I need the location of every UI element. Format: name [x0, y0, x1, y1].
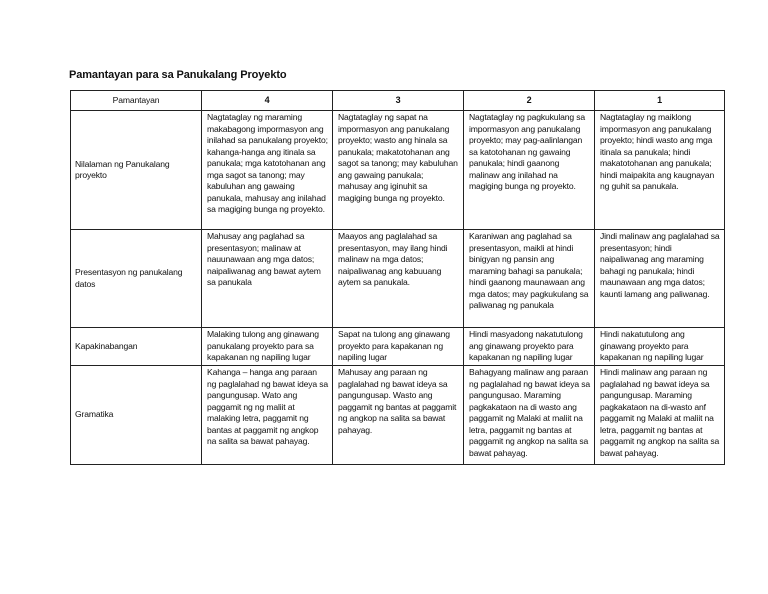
header-row: [71, 91, 725, 111]
descriptor-cell-score-4: Malaking tulong ang ginawang panukalang proyekto para sa kapakanan ng napiling lugar: [202, 328, 333, 366]
rubric-table: [70, 90, 725, 465]
descriptor-cell-score-2: Karaniwan ang paglahad sa presentasyon, maikli at hindi binigyan ng pansin ang maraming bahagi sa panukala; hindi gaanong maunawaan ang mga datos; may pagkukulang sa paliwanag ng panukala: [464, 230, 595, 328]
descriptor-cell-score-1: Nagtataglay ng maiklong impormasyon ang panukalang proyekto; hindi wasto ang mga itinala sa panukala; hindi makatotohanan ang panukala; hindi maipakita ang kaugnayan ng guhit sa panukala.: [595, 111, 725, 230]
descriptor-cell-score-2: Nagtataglay ng pagkukulang sa impormasyon ang panukalang proyekto; may pag-aalinlangan sa katotohanan ng gawaing panukala; hindi gaanong malinaw ang inilahad na magiging bunga ng proyekto.: [464, 111, 595, 230]
column-header-score-1: 1: [595, 91, 725, 111]
column-header-criterion: Pamantayan: [71, 91, 202, 111]
table-row: [71, 328, 725, 366]
descriptor-cell-score-2: Hindi masyadong nakatutulong ang ginawang proyekto para kapakanan ng napiling lugar: [464, 328, 595, 366]
column-header-score-2: 2: [464, 91, 595, 111]
descriptor-cell-score-2: Bahagyang malinaw ang paraan ng paglalahad ng bawat ideya sa pangungusao. Maraming pagkakataon na di wasto ang paggamit ng Malaki at maliit na letra, paggamit ng bantas at paggamit ng angkop na salita sa bawat pahayag.: [464, 366, 595, 465]
descriptor-cell-score-3: Sapat na tulong ang ginawang proyekto para kapakanan ng napiling lugar: [333, 328, 464, 366]
criterion-cell: Gramatika: [71, 366, 202, 465]
descriptor-cell-score-1: Hindi malinaw ang paraan ng paglalahad ng bawat ideya sa pangungusap. Maraming pagkakataon na di-wasto anf paggamit ng Malaki at maliit na letra, paggamit ng bantas at paggamit ng angkop na salita sa bawat pahayag.: [595, 366, 725, 465]
column-header-score-3: 3: [333, 91, 464, 111]
column-header-score-4: 4: [202, 91, 333, 111]
descriptor-cell-score-4: Mahusay ang paglahad sa presentasyon; malinaw at nauunawaan ang mga datos; naipaliwanag ang bawat aytem sa panukala: [202, 230, 333, 328]
criterion-cell: Nilalaman ng Panukalang proyekto: [71, 111, 202, 230]
table-row: [71, 230, 725, 328]
descriptor-cell-score-3: Maayos ang paglalahad sa presentasyon, may ilang hindi malinaw na mga datos; naipaliwanag ang kabuuang aytem sa panukala.: [333, 230, 464, 328]
descriptor-cell-score-3: Mahusay ang paraan ng paglalahad ng bawat ideya sa pangungusap. Wasto ang paggamit ng bantas at paggamit ng angkop na salita sa bawat pahayag.: [333, 366, 464, 465]
descriptor-cell-score-3: Nagtataglay ng sapat na impormasyon ang panukalang proyekto; wasto ang hinala sa panukala; makatotohanan ang sagot sa tanong; may kabuluhan ang gawaing panukala; mahusay ang iginuhit sa magiging bunga ng proyekto.: [333, 111, 464, 230]
criterion-cell: Kapakinabangan: [71, 328, 202, 366]
descriptor-cell-score-4: Kahanga – hanga ang paraan ng paglalahad ng bawat ideya sa pangungusap. Wato ang paggamit ng ng maliit at malaking letra, paggamit ng bantas at paggamit ng angkop na salita sa bawat pahayag.: [202, 366, 333, 465]
descriptor-cell-score-1: Jindi malinaw ang paglalahad sa presentasyon; hindi naipaliwanag ang maraming bahagi ng panukala; hindi maunawaan ang mga datos; kaunti lamang ang paliwanag.: [595, 230, 725, 328]
descriptor-cell-score-4: Nagtataglay ng maraming makabagong impormasyon ang inilahad sa panukalang proyekto; kahanga-hanga ang itinala sa panukala; mga katotohanan ang mga sagot sa tanong; may kabuluhan ang gawaing panukala, mahusay ang inilahad sa magiging bunga ng proyekto.: [202, 111, 333, 230]
descriptor-cell-score-1: Hindi nakatutulong ang ginawang proyekto para kapakanan ng napiling lugar: [595, 328, 725, 366]
criterion-cell: Presentasyon ng panukalang datos: [71, 230, 202, 328]
table-row: [71, 366, 725, 465]
page-title: Pamantayan para sa Panukalang Proyekto: [69, 69, 287, 81]
table-row: [71, 111, 725, 230]
